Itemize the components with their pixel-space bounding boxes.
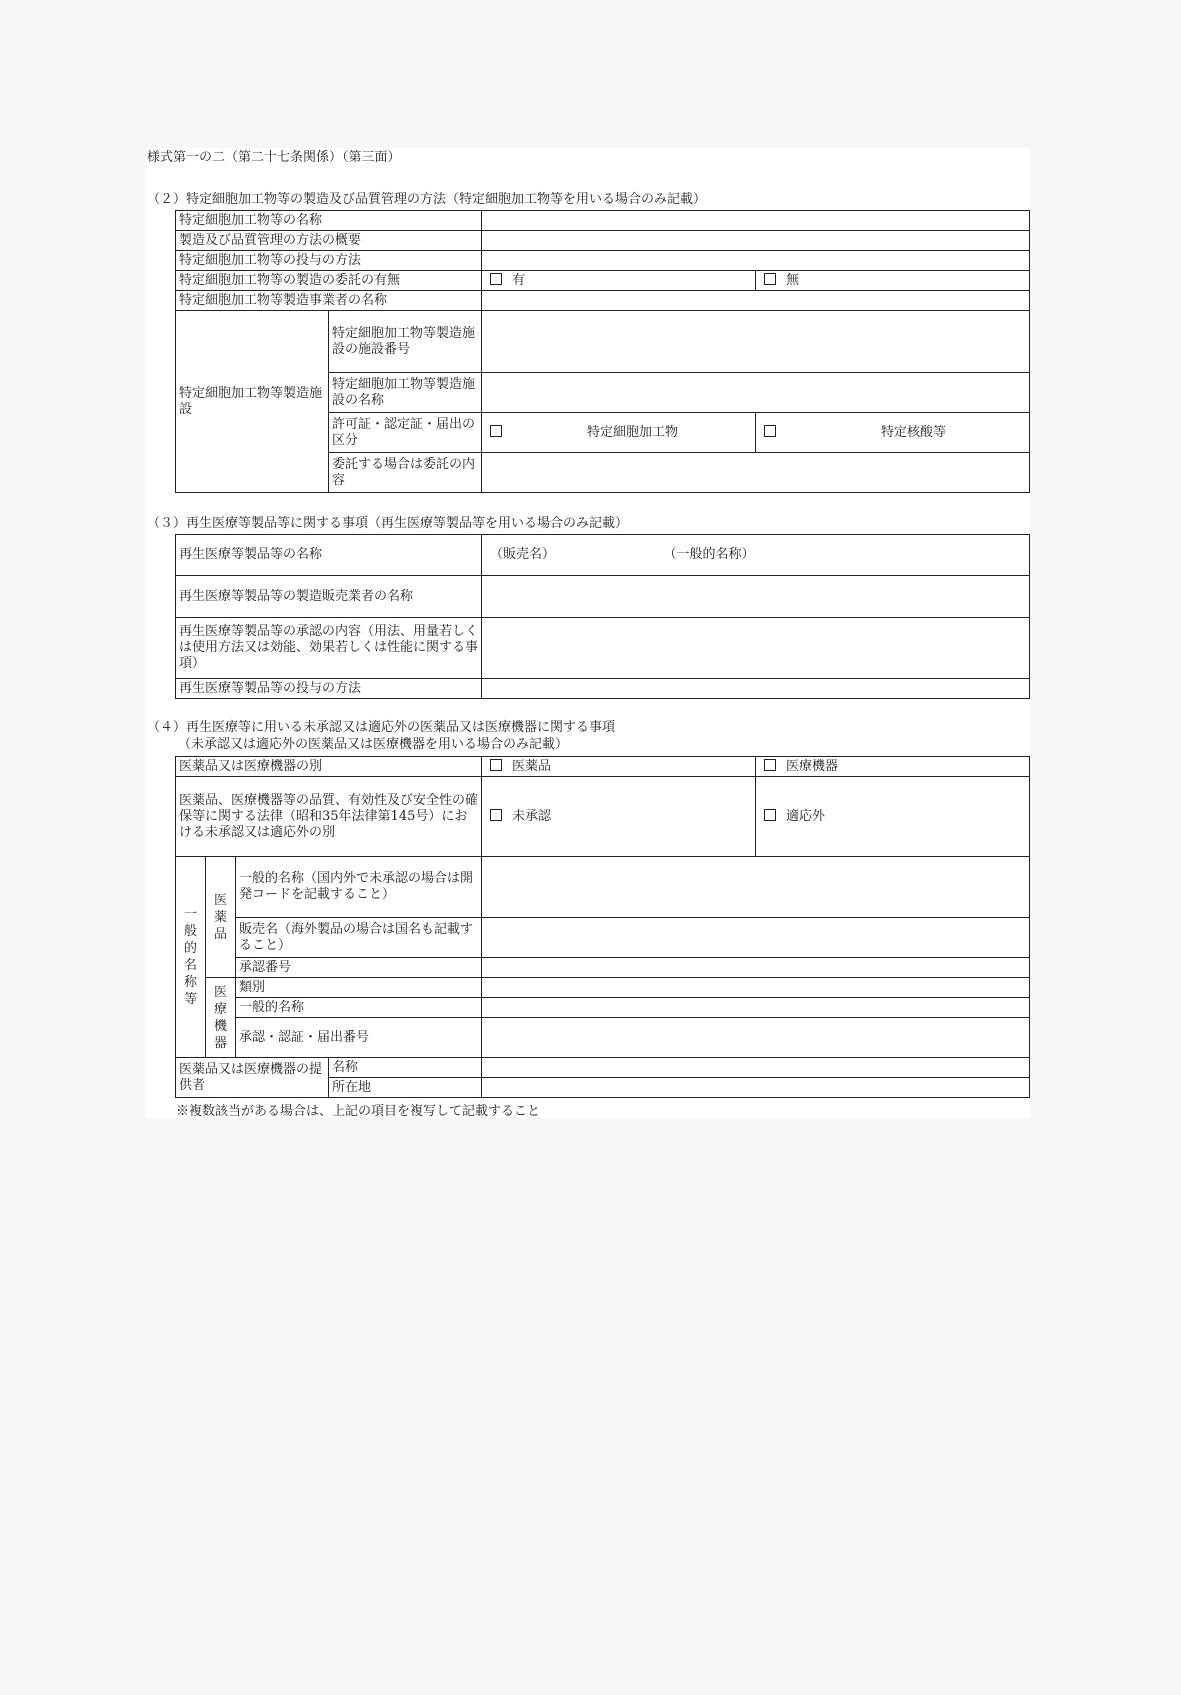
vertical-char: 薬 bbox=[213, 909, 227, 925]
s3-marketer-field[interactable] bbox=[482, 576, 1030, 618]
s4-drug-generic-field[interactable] bbox=[482, 857, 1030, 918]
s2-license-label: 許可証・認定証・届出の区分 bbox=[329, 413, 482, 453]
s2-name-label: 特定細胞加工物等の名称 bbox=[176, 211, 482, 231]
s2-facility-name-field[interactable] bbox=[482, 373, 1030, 413]
s4-drug-trade-field[interactable] bbox=[482, 918, 1030, 958]
s2-name-field[interactable] bbox=[482, 211, 1030, 231]
s2-overview-field[interactable] bbox=[482, 231, 1030, 251]
s4-unapproved[interactable]: 未承認 bbox=[482, 777, 756, 857]
s4-type-label: 医薬品又は医療機器の別 bbox=[176, 757, 482, 777]
section3-table bbox=[175, 534, 1030, 699]
vertical-char: 称 bbox=[183, 975, 197, 990]
s4-dev-generic-label: 一般的名称 bbox=[236, 998, 482, 1018]
s4-dev-class-label: 類別 bbox=[236, 978, 482, 998]
s4-dev-number-field[interactable] bbox=[482, 1018, 1030, 1058]
s4-provider-address-field[interactable] bbox=[482, 1078, 1030, 1098]
s4-provider-name-field[interactable] bbox=[482, 1058, 1030, 1078]
s4-drug-approval-field[interactable] bbox=[482, 958, 1030, 978]
s2-facility-name-label: 特定細胞加工物等製造施設の名称 bbox=[329, 373, 482, 413]
s3-approval-label: 再生医療等製品等の承認の内容（用法、用量若しくは使用方法又は効能、効果若しくは性能に関する事項） bbox=[176, 618, 482, 679]
s4-general-vertical-label bbox=[176, 857, 206, 1058]
s2-admin-label: 特定細胞加工物等の投与の方法 bbox=[176, 251, 482, 271]
s4-drug-generic-label: 一般的名称（国内外で未承認の場合は開発コードを記載すること） bbox=[236, 857, 482, 918]
s4-drug-approval-label: 承認番号 bbox=[236, 958, 482, 978]
vertical-char: 医 bbox=[213, 984, 227, 1000]
s4-provider-label: 医薬品又は医療機器の提供者 bbox=[176, 1058, 329, 1098]
s3-name-field[interactable]: （販売名） （一般的名称） bbox=[482, 535, 1030, 576]
s3-admin-label: 再生医療等製品等の投与の方法 bbox=[176, 679, 482, 699]
section2-title: （２）特定細胞加工物等の製造及び品質管理の方法（特定細胞加工物等を用いる場合のみ記載） bbox=[147, 192, 707, 207]
s4-device-vertical-label bbox=[206, 978, 236, 1058]
checkbox-icon[interactable] bbox=[490, 273, 502, 285]
s4-law-label: 医薬品、医療機器等の品質、有効性及び安全性の確保等に関する法律（昭和35年法律第145号）における未承認又は適応外の別 bbox=[176, 777, 482, 857]
s3-name-label: 再生医療等製品等の名称 bbox=[176, 535, 482, 576]
s2-license-opt2[interactable]: 特定核酸等 bbox=[756, 413, 1030, 453]
s3-admin-field[interactable] bbox=[482, 679, 1030, 699]
vertical-char: 般 bbox=[183, 924, 197, 939]
vertical-char: 品 bbox=[213, 926, 227, 942]
s2-facility-label: 特定細胞加工物等製造施設 bbox=[176, 311, 329, 493]
checkbox-icon[interactable] bbox=[490, 759, 502, 771]
s2-license-opt1[interactable]: 特定細胞加工物 bbox=[482, 413, 756, 453]
s2-entrust-label: 委託する場合は委託の内容 bbox=[329, 453, 482, 493]
s4-drug-trade-label: 販売名（海外製品の場合は国名も記載すること） bbox=[236, 918, 482, 958]
s2-admin-field[interactable] bbox=[482, 251, 1030, 271]
section4-table bbox=[175, 756, 1030, 1098]
vertical-text bbox=[206, 984, 235, 1052]
s2-facility-number-field[interactable] bbox=[482, 311, 1030, 373]
vertical-char: 一 bbox=[183, 907, 197, 922]
s4-dev-number-label: 承認・認証・届出番号 bbox=[236, 1018, 482, 1058]
vertical-char: 等 bbox=[183, 992, 197, 1007]
form-title: 様式第一の二（第二十七条関係）（第三面） bbox=[147, 150, 401, 165]
s4-offlabel[interactable]: 適応外 bbox=[756, 777, 1030, 857]
vertical-text bbox=[206, 892, 235, 943]
s2-entrust-field[interactable] bbox=[482, 453, 1030, 493]
section4-title: （４）再生医療等に用いる未承認又は適応外の医薬品又は医療機器に関する事項 bbox=[147, 720, 616, 735]
checkbox-icon[interactable] bbox=[490, 425, 502, 437]
footnote: ※複数該当がある場合は、上記の項目を複写して記載すること bbox=[176, 1104, 541, 1119]
s4-provider-name-label: 名称 bbox=[329, 1058, 482, 1078]
s3-approval-field[interactable] bbox=[482, 618, 1030, 679]
checkbox-icon[interactable] bbox=[764, 809, 776, 821]
s2-outsourcing-label: 特定細胞加工物等の製造の委託の有無 bbox=[176, 271, 482, 291]
vertical-char: 器 bbox=[213, 1035, 227, 1051]
vertical-text bbox=[176, 906, 205, 1008]
vertical-char: 名 bbox=[183, 958, 197, 973]
checkbox-icon[interactable] bbox=[764, 273, 776, 285]
s4-type-drug[interactable]: 医薬品 bbox=[482, 757, 756, 777]
vertical-char: 機 bbox=[213, 1018, 227, 1034]
checkbox-icon[interactable] bbox=[490, 809, 502, 821]
checkbox-icon[interactable] bbox=[764, 425, 776, 437]
s4-dev-generic-field[interactable] bbox=[482, 998, 1030, 1018]
s4-drug-vertical-label bbox=[206, 857, 236, 978]
s2-outsourcing-yes[interactable]: 有 bbox=[482, 271, 756, 291]
s4-provider-address-label: 所在地 bbox=[329, 1078, 482, 1098]
section4-subtitle: （未承認又は適応外の医薬品又は医療機器を用いる場合のみ記載） bbox=[178, 737, 569, 752]
s2-overview-label: 製造及び品質管理の方法の概要 bbox=[176, 231, 482, 251]
section2-table bbox=[175, 210, 1030, 493]
s3-marketer-label: 再生医療等製品等の製造販売業者の名称 bbox=[176, 576, 482, 618]
checkbox-icon[interactable] bbox=[764, 759, 776, 771]
s2-outsourcing-no[interactable]: 無 bbox=[756, 271, 1030, 291]
vertical-char: 的 bbox=[183, 941, 197, 956]
s2-manufacturer-field[interactable] bbox=[482, 291, 1030, 311]
s4-type-device[interactable]: 医療機器 bbox=[756, 757, 1030, 777]
vertical-char: 医 bbox=[213, 892, 227, 908]
s2-manufacturer-label: 特定細胞加工物等製造事業者の名称 bbox=[176, 291, 482, 311]
s4-dev-class-field[interactable] bbox=[482, 978, 1030, 998]
vertical-char: 療 bbox=[213, 1001, 227, 1017]
s2-facility-number-label: 特定細胞加工物等製造施設の施設番号 bbox=[329, 311, 482, 373]
section3-title: （３）再生医療等製品等に関する事項（再生医療等製品等を用いる場合のみ記載） bbox=[147, 516, 629, 531]
